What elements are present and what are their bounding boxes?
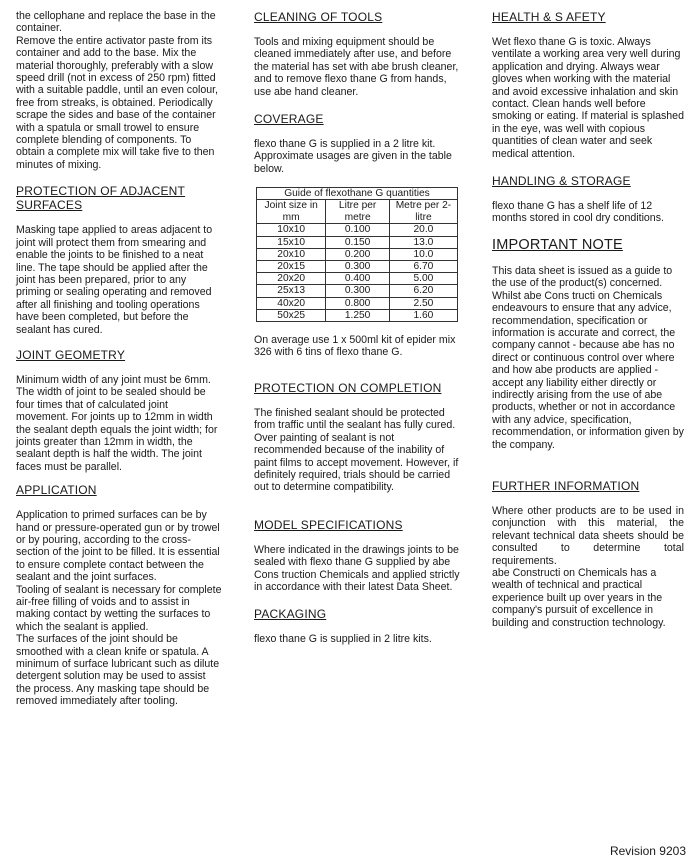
usage-table xyxy=(256,187,458,322)
cleaning-heading: CLEANING OF TOOLS xyxy=(254,10,383,24)
table-row xyxy=(257,285,458,297)
intro-paragraph-1: the cellophane and replace the base in the container. xyxy=(16,10,216,35)
table-cell: 13.0 xyxy=(389,236,457,248)
handling-storage-heading: HANDLING & STORAGE xyxy=(492,174,631,189)
table-row xyxy=(257,273,458,285)
table-cell: 20x10 xyxy=(257,248,326,260)
table-cell: 5.00 xyxy=(389,273,457,285)
packaging-body: flexo thane G is supplied in 2 litre kits. xyxy=(254,633,432,646)
table-row xyxy=(257,309,458,321)
table-cell: 0.300 xyxy=(326,261,390,273)
geometry-body: Minimum width of any joint must be 6mm. The width of joint to be sealed should be four times that of calculated joint movement. For joints up to 12mm in width the sealant depth equals the joint width; for joints greater than 12mm in width, the sealant depth is half the width. The joint faces must be parallel. xyxy=(16,373,218,473)
table-cell: 6.20 xyxy=(389,285,457,297)
column-right xyxy=(492,10,684,629)
table-row xyxy=(257,224,458,236)
table-cell: 40x20 xyxy=(257,297,326,309)
table-row xyxy=(257,297,458,309)
important-note-heading: IMPORTANT NOTE xyxy=(492,236,623,253)
completion-body: The finished sealant should be protected from traffic until the sealant has fully cured. Over painting of sealant is not recommended because of the inability of paint films to accept movement. However, if definitely required, trials should be carried out to determine compatibility. xyxy=(254,406,459,494)
table-cell: 1.250 xyxy=(326,309,390,321)
table-cell: 10x10 xyxy=(257,224,326,236)
protection-heading: PROTECTION OF ADJACENT SURFACES xyxy=(16,184,186,213)
further-information-heading: FURTHER INFORMATION xyxy=(492,478,640,493)
model-spec-heading: MODEL SPECIFICATIONS xyxy=(254,517,403,532)
further-information-body-1: Where other products are to be used in conjunction with this material, the relevant technical data sheets should be consulted to determine total requirements. xyxy=(492,504,684,567)
table-row xyxy=(257,248,458,260)
packaging-heading: PACKAGING xyxy=(254,607,327,622)
column-left xyxy=(16,10,223,708)
table-cell: 20x15 xyxy=(257,261,326,273)
table-cell: 1.60 xyxy=(389,309,457,321)
table-cell: 15x10 xyxy=(257,236,326,248)
health-safety-heading: HEALTH & S AFETY xyxy=(492,10,606,24)
usage-table-body xyxy=(257,224,458,322)
usage-table-header-metre: Metre per 2-litre xyxy=(389,200,457,224)
table-cell: 2.50 xyxy=(389,297,457,309)
application-body-3: The surfaces of the joint should be smoothed with a clean knife or spatula. A minimum of surface lubricant such as dilute detergent solution may be used to assist the process. Any masking tape should be removed immediately after tooling. xyxy=(16,633,220,708)
table-cell: 0.400 xyxy=(326,273,390,285)
table-cell: 0.150 xyxy=(326,236,390,248)
intro-paragraph-2: Remove the entire activator paste from its container and add to the base. Mix the material thoroughly, preferably with a slow speed drill (not in excess of 250 rpm) fitted with a suitable paddle, until an even colour, free from streaks, is obtained. Periodically scrape the sides and base of the container with a spatula or small trowel to ensure complete blending of components. To obtain a complete mix will take five to then minutes of mixing. xyxy=(16,34,219,171)
important-note-body: This data sheet is issued as a guide to the use of the product(s) concerned. Whilst abe Cons tructi on Chemicals endeavours to ensure that any advice, recommendation, specification or information is accurate and correct, the company cannot - because abe has no direct or continuous control over where and how abe products are applied - accept any liability either directly or indirectly arising from the use of abe products, whether or not in accordance with any advice, specification, recommendation, or information given by the company. xyxy=(492,264,684,451)
table-cell: 0.300 xyxy=(326,285,390,297)
application-body-1: Application to primed surfaces can be by hand or pressure-operated gun or by trowel or by pouring, according to the cross-section of the joint to be filled. It is essential to ensure complete contact between the sealant and the joint surfaces. xyxy=(16,509,220,584)
table-row xyxy=(257,261,458,273)
protection-body: Masking tape applied to areas adjacent to joint will protect them from smearing and enable the joints to be finished to a neat line. The tape should be applied after the joint has been prepared, prior to any priming or sealing operating and removed after all finishing and tooling operations have been completed, but before the sealant has cured. xyxy=(16,224,213,336)
table-cell: 20.0 xyxy=(389,224,457,236)
completion-heading: PROTECTION ON COMPLETION xyxy=(254,380,442,395)
usage-table-header-joint: Joint size in mm xyxy=(257,200,326,224)
column-middle xyxy=(254,10,464,646)
table-cell: 20x20 xyxy=(257,273,326,285)
table-cell: 10.0 xyxy=(389,248,457,260)
geometry-heading: JOINT GEOMETRY xyxy=(16,347,126,362)
application-heading: APPLICATION xyxy=(16,483,97,498)
usage-table-caption: Guide of flexothane G quantities xyxy=(257,188,458,200)
table-cell: 6.70 xyxy=(389,261,457,273)
health-safety-body: Wet flexo thane G is toxic. Always ventilate a working area very well during application and drying. Always wear gloves when working with the material and avoid excessive inhalation and skin contact. Clean hands well before smoking or eating. If material is splashed in the eye, was well with copious quantities of clean water and seek medical attention. xyxy=(492,36,684,160)
table-cell: 0.100 xyxy=(326,224,390,236)
table-cell: 50x25 xyxy=(257,309,326,321)
handling-storage-body: flexo thane G has a shelf life of 12 months stored in cool dry conditions. xyxy=(492,200,664,225)
table-cell: 0.800 xyxy=(326,297,390,309)
usage-table-header-litre: Litre per metre xyxy=(326,200,390,224)
table-cell: 0.200 xyxy=(326,248,390,260)
coverage-body: flexo thane G is supplied in a 2 litre kit. Approximate usages are given in the table below. xyxy=(254,138,452,175)
cleaning-body: Tools and mixing equipment should be cleaned immediately after use, and before the material has set with abe brush cleaner, and to remove flexo thane G from hands, use abe hand cleaner. xyxy=(254,36,459,98)
table-cell: 25x13 xyxy=(257,285,326,297)
model-spec-body: Where indicated in the drawings joints to be sealed with flexo thane G supplied by abe Cons truction Chemicals and applied strictly in accordance with their latest Data Sheet. xyxy=(254,543,460,593)
coverage-heading: COVERAGE xyxy=(254,112,324,127)
further-information-body-2: abe Constructi on Chemicals has a wealth of technical and practical experience built up over years in the company's pursuit of excellence in building and construction technology. xyxy=(492,567,666,629)
revision-label: Revision 9203 xyxy=(609,844,686,858)
coverage-note: On average use 1 x 500ml kit of epider mix 326 with 6 tins of flexo thane G. xyxy=(254,334,456,359)
table-row xyxy=(257,236,458,248)
application-body-2: Tooling of sealant is necessary for complete air-free filling of voids and to assist in making contact by wetting the surfaces to which the sealant is applied. xyxy=(16,583,222,633)
